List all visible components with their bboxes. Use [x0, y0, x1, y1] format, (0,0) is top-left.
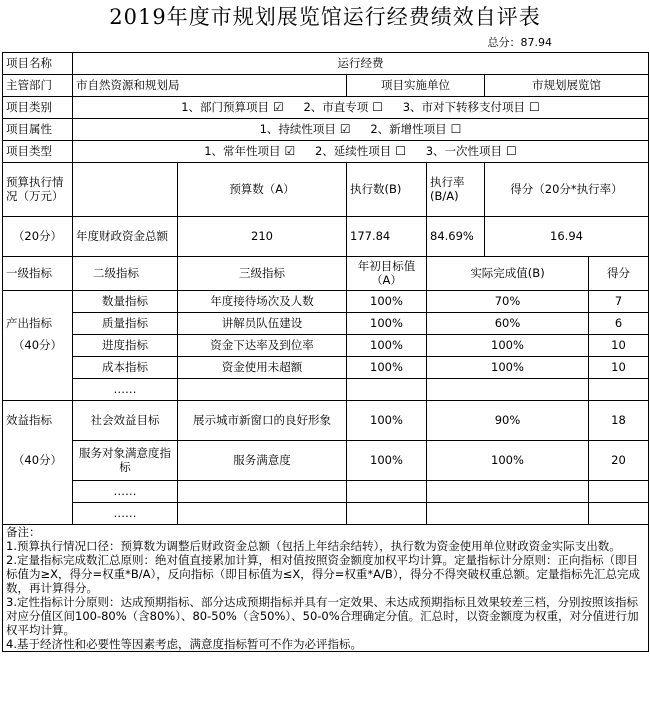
type-option-text: 3、一次性项目: [425, 144, 503, 158]
attribute-options: [73, 118, 649, 140]
benefit-ellipsis: ……: [73, 502, 178, 524]
output-score: 7: [589, 290, 649, 312]
category-options: [73, 96, 649, 118]
budget-header-exec: 执行数(B): [347, 162, 427, 216]
benefit-l3: 展示城市新窗口的良好形象: [178, 400, 347, 440]
output-target: 100%: [347, 290, 427, 312]
attribute-label: 项目属性: [3, 118, 73, 140]
rate-value: 84.69%: [427, 216, 485, 256]
benefit-l2: 服务对象满意度指标: [73, 440, 178, 480]
impl-unit-label: 项目实施单位: [347, 74, 485, 96]
table-row: [3, 400, 649, 440]
dept-value: 市自然资源和规划局: [73, 74, 347, 96]
type-label: 项目类型: [3, 140, 73, 162]
benefit-ellipsis: ……: [73, 480, 178, 502]
note-4: 4.基于经济性和必要性等因素考虑，满意度指标暂可不作为必评指标。: [6, 636, 362, 651]
checked-box-icon[interactable]: ☑: [273, 100, 284, 114]
table-row: [3, 290, 649, 312]
output-l2: 进度指标: [73, 334, 178, 356]
category-option-text: 1、部门预算项目: [181, 100, 270, 114]
category-label: 项目类别: [3, 96, 73, 118]
note-2: 2.定量指标完成数汇总原则：绝对值直接累加计算，相对值按照资金额度加权平均计算。定量指标计分原则：正向指标（即目标值为≥X，得分=权重*B/A），反向指标（即目标值为≤X，得分=权重*A/B），得分不得突破权重总额。定量指标先汇总完成数，再计算得分。: [6, 552, 641, 595]
table-row: [3, 378, 649, 400]
budget-score-value: 16.94: [485, 216, 649, 256]
exec-value: 177.84: [347, 216, 427, 256]
level1-header: 一级指标: [3, 256, 73, 290]
checkbox-icon[interactable]: ☐: [372, 100, 384, 114]
attribute-row: [3, 118, 649, 140]
checked-box-icon[interactable]: ☑: [284, 144, 296, 158]
output-target: 100%: [347, 356, 427, 378]
budget-value-row: [3, 216, 649, 256]
benefit-label: 效益指标: [3, 400, 73, 440]
department-row: [3, 74, 649, 96]
benefit-score: 18: [589, 400, 649, 440]
output-score: 10: [589, 356, 649, 378]
table-row: [3, 480, 649, 502]
benefit-actual: 90%: [427, 400, 589, 440]
output-score-label: （40分）: [3, 334, 73, 356]
level2-header: 二级指标: [73, 256, 178, 290]
budget-header-row: [3, 162, 649, 216]
indicator-header-row: [3, 256, 649, 290]
table-row: [3, 502, 649, 524]
notes-heading: 备注：: [6, 524, 41, 539]
level3-header: 三级指标: [178, 256, 347, 290]
checkbox-icon[interactable]: ☐: [529, 100, 540, 114]
output-score: 10: [589, 334, 649, 356]
output-l3: 资金使用未超额: [178, 356, 347, 378]
checkbox-icon[interactable]: ☐: [395, 144, 407, 158]
table-row: [3, 334, 649, 356]
output-l2: 数量指标: [73, 290, 178, 312]
output-l3: 讲解员队伍建设: [178, 312, 347, 334]
note-1: 1.预算执行情况口径：预算数为调整后财政资金总额（包括上年结余结转），执行数为资金使用单位财政资金实际支出数。: [6, 538, 621, 553]
type-option-text: 1、常年性项目: [204, 144, 281, 158]
budget-label: 预算执行情况（万元）: [3, 162, 73, 216]
budget-header-score: 得分（20分*执行率）: [485, 162, 649, 216]
attribute-option-text: 1、持续性项目: [259, 122, 336, 136]
budget-row-label: 年度财政资金总额: [73, 216, 178, 256]
output-ellipsis: ……: [73, 378, 178, 400]
output-target: 100%: [347, 334, 427, 356]
actual-header: 实际完成值(B): [427, 256, 589, 290]
benefit-score-label: （40分）: [3, 440, 73, 480]
table-row: [3, 440, 649, 480]
type-option-text: 2、延续性项目: [314, 144, 392, 158]
category-option-text: 2、市直专项: [303, 100, 369, 114]
notes-row: [3, 524, 649, 651]
benefit-target: 100%: [347, 400, 427, 440]
evaluation-table: [2, 34, 649, 652]
output-l2: 成本指标: [73, 356, 178, 378]
output-target: 100%: [347, 312, 427, 334]
budget-value: 210: [178, 216, 347, 256]
benefit-l3: 服务满意度: [178, 440, 347, 480]
benefit-actual: 100%: [427, 440, 589, 480]
output-label: 产出指标: [3, 312, 73, 334]
project-name-value: 运行经费: [73, 52, 649, 74]
benefit-score: 20: [589, 440, 649, 480]
output-actual: 70%: [427, 290, 589, 312]
table-row: [3, 312, 649, 334]
type-row: [3, 140, 649, 162]
output-l3: 年度接待场次及人数: [178, 290, 347, 312]
total-row: [3, 34, 649, 52]
notes-cell: [3, 524, 649, 651]
checkbox-icon[interactable]: ☐: [506, 144, 517, 158]
output-actual: 60%: [427, 312, 589, 334]
output-actual: 100%: [427, 356, 589, 378]
budget-header-budget: 预算数（A）: [178, 162, 347, 216]
category-option-text: 3、市对下转移支付项目: [402, 100, 526, 114]
score-header: 得分: [589, 256, 649, 290]
project-name-row: [3, 52, 649, 74]
total-score: 总分：87.94: [487, 35, 552, 49]
table-row: [3, 356, 649, 378]
type-options: [73, 140, 649, 162]
checkbox-icon[interactable]: ☐: [450, 122, 462, 136]
checked-box-icon[interactable]: ☑: [339, 122, 351, 136]
note-3: 3.定性指标计分原则：达成预期指标、部分达成预期指标并具有一定效果、未达成预期指标且效果较差三档，分别按照该指标对应分值区间100-80%（含80%）、80-50%（含50%）、50-0%合理确定分值。汇总时，以资金额度为权重，对分值进行加权平均计算。: [6, 594, 639, 637]
budget-header-rate: 执行率(B/A): [427, 162, 485, 216]
output-actual: 100%: [427, 334, 589, 356]
target-header: 年初目标值（A）: [347, 256, 427, 290]
output-l2: 质量指标: [73, 312, 178, 334]
output-l3: 资金下达率及到位率: [178, 334, 347, 356]
attribute-option-text: 2、新增性项目: [370, 122, 447, 136]
budget-score-label: （20分）: [3, 216, 73, 256]
category-row: [3, 96, 649, 118]
project-name-label: 项目名称: [3, 52, 73, 74]
output-score: 6: [589, 312, 649, 334]
impl-unit-value: 市规划展览馆: [485, 74, 649, 96]
document-title: 2019年度市规划展览馆运行经费绩效自评表: [109, 5, 541, 29]
dept-label: 主管部门: [3, 74, 73, 96]
benefit-l2: 社会效益目标: [73, 400, 178, 440]
benefit-target: 100%: [347, 440, 427, 480]
